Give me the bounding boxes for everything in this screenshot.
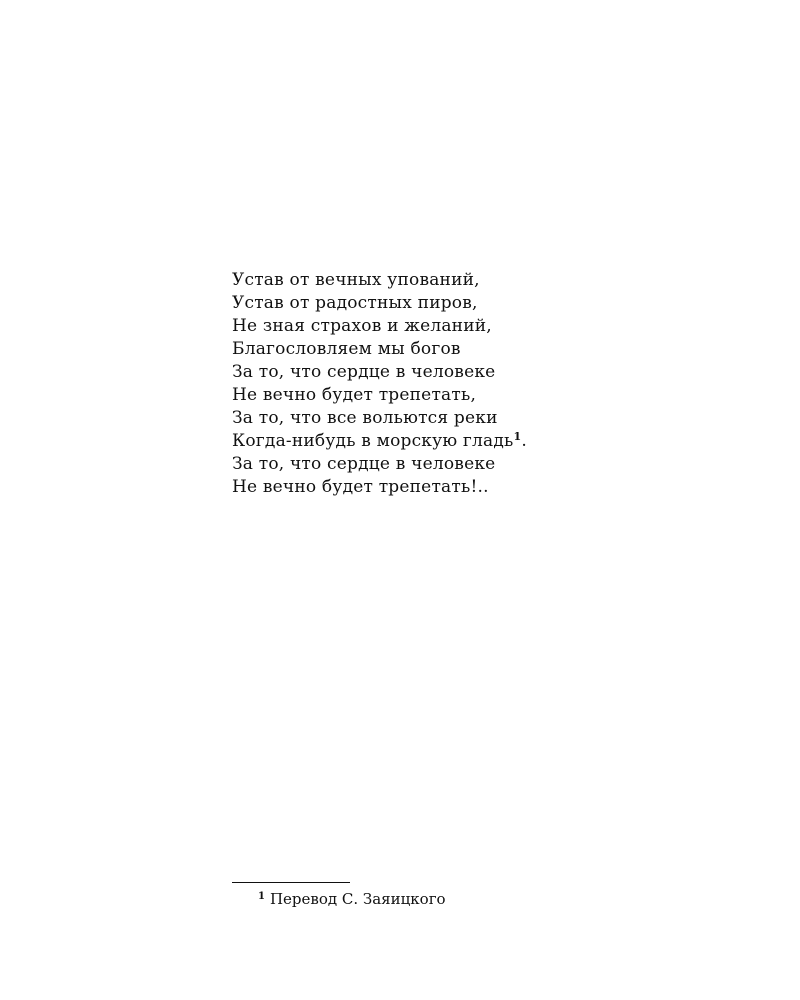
poem-line-7: За то, что все вольются реки <box>232 408 498 428</box>
poem-line-8-text: Когда-нибудь в морскую гладь <box>232 431 514 451</box>
poem-line-6: Не вечно будет трепетать, <box>232 385 477 405</box>
footnote-number: 1 <box>258 891 265 902</box>
poem-line-5: За то, что сердце в человеке <box>232 362 496 382</box>
footnote <box>258 888 446 910</box>
poem-line-2: Устав от радостных пиров, <box>232 293 478 313</box>
poem-line-8 <box>232 430 527 453</box>
poem-line-1: Устав от вечных упований, <box>232 270 480 290</box>
footnote-divider <box>232 882 350 883</box>
poem-line-4: Благословляем мы богов <box>232 339 461 359</box>
footnote-reference[interactable]: 1 <box>513 430 522 443</box>
footnote-text: Перевод С. Заяицкого <box>269 890 446 908</box>
poem-stanza <box>232 269 527 499</box>
poem-line-10: Не вечно будет трепетать!.. <box>232 477 489 497</box>
poem-line-9: За то, что сердце в человеке <box>232 454 496 474</box>
poem-line-8-period: . <box>521 431 527 451</box>
poem-line-3: Не зная страхов и желаний, <box>232 316 492 336</box>
